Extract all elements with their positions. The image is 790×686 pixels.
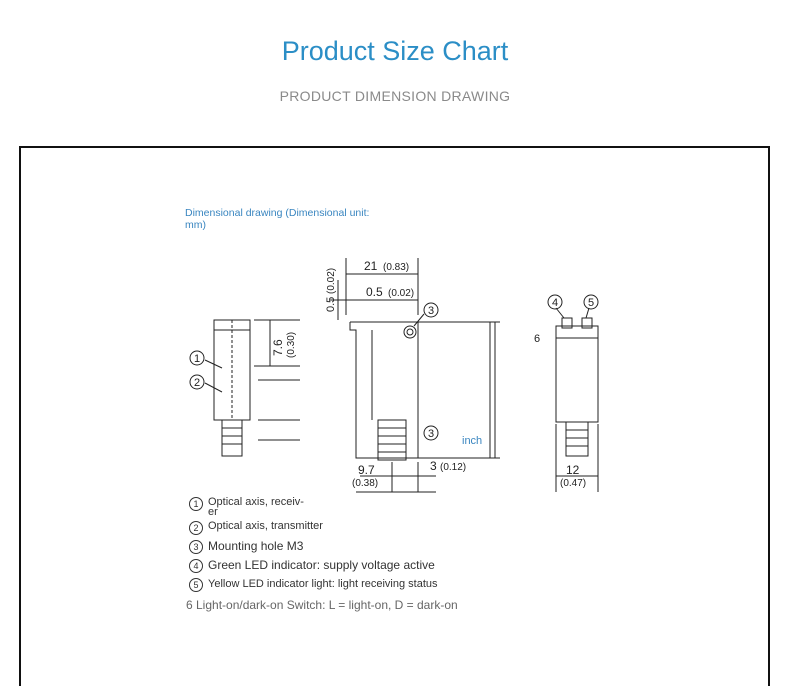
callout-5: 5 — [587, 297, 595, 309]
center-view-connector — [378, 420, 406, 460]
dim-05v: 0.5 — [325, 296, 337, 312]
dim-3: 3 — [430, 459, 437, 473]
legend-item-2 — [189, 521, 323, 535]
legend-num-5: 5 — [189, 578, 203, 592]
callout-1: 1 — [193, 353, 201, 365]
legend-text-3: Mounting hole M3 — [208, 539, 304, 553]
dim-97-in: (0.38) — [352, 478, 379, 489]
legend-num-3: 3 — [189, 540, 203, 554]
legend-item-6: 6 Light-on/dark-on Switch: L = light-on, D = dark-on — [186, 598, 458, 612]
callout-4: 4 — [551, 297, 559, 309]
callout-3b: 3 — [427, 428, 435, 440]
dim-12: 12 — [566, 463, 580, 477]
dim-76-in: (0.30) — [286, 331, 297, 358]
legend-num-1: 1 — [189, 497, 203, 511]
callout-2: 2 — [193, 377, 201, 389]
dim-inch: inch — [462, 435, 483, 447]
dim-12-in: (0.47) — [560, 478, 587, 489]
dim-21: 21 — [364, 259, 378, 273]
right-view-connector — [566, 422, 588, 456]
dim-05: 0.5 — [366, 285, 383, 299]
dim-21-in: (0.83) — [383, 262, 410, 273]
callout-3a: 3 — [427, 305, 435, 317]
page-subtitle: PRODUCT DIMENSION DRAWING — [279, 88, 511, 104]
right-view-body — [556, 326, 598, 422]
dim-05-in: (0.02) — [388, 288, 415, 299]
dim-3-in: (0.12) — [440, 462, 467, 473]
legend-text-5: Yellow LED indicator light: light receiving status — [208, 578, 438, 590]
left-view-connector — [222, 420, 242, 456]
drawing-heading: Dimensional drawing (Dimensional unit: mm) — [185, 207, 370, 231]
legend-text-2: Optical axis, transmitter — [208, 520, 323, 532]
legend-item-3 — [189, 540, 303, 554]
legend-item-1 — [189, 497, 319, 517]
legend-text-4: Green LED indicator: supply voltage active — [208, 558, 435, 572]
page-title: Product Size Chart — [281, 36, 509, 66]
dim-76: 7.6 — [271, 339, 285, 356]
legend-num-4: 4 — [189, 559, 203, 573]
legend-num-2: 2 — [189, 521, 203, 535]
legend-text-1: Optical axis, receiv-er — [208, 496, 304, 518]
legend-item-5 — [189, 578, 438, 592]
callout-6: 6 — [533, 333, 541, 345]
dim-05v-in: (0.02) — [326, 267, 337, 294]
legend-item-4 — [189, 559, 435, 573]
dim-97: 9.7 — [358, 463, 375, 477]
